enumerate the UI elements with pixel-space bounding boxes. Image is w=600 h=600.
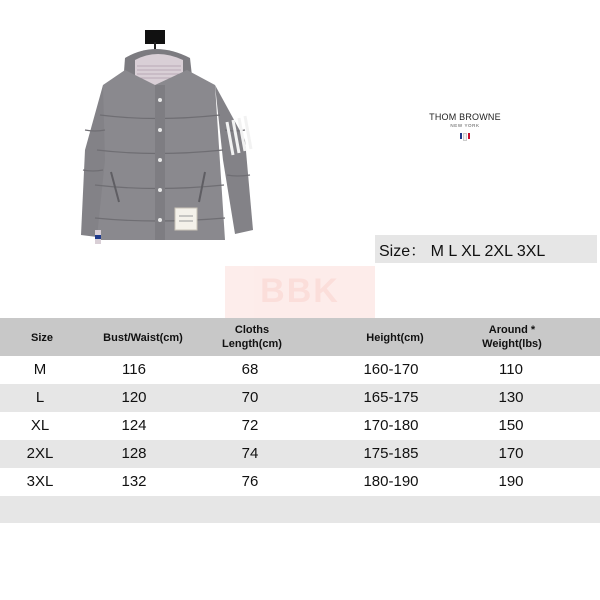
product-image [75,30,260,255]
cell-bust: 132 [121,473,147,490]
table-row [0,468,600,496]
cell-size: M [33,361,47,378]
cell-length: 74 [241,445,259,462]
cell-weight: 110 [499,361,523,378]
size-table-header [0,318,600,356]
cell-height: 160-170 [363,361,419,378]
brand-tagline: NEW YORK [450,123,480,128]
cell-bust: 120 [121,389,147,406]
cell-height: 170-180 [363,417,419,434]
header-bust-waist: Bust/Waist(cm) [103,332,183,344]
cell-size: XL [30,417,50,434]
header-weight-line2: Weight(lbs) [482,338,542,350]
header-weight [472,323,552,351]
header-length-line1: Cloths [234,324,270,336]
table-footer-bar [0,496,600,523]
cell-length: 76 [241,473,259,490]
table-row [0,356,600,384]
cell-weight: 170 [498,445,524,462]
brand-name: THOM BROWNE [429,112,501,122]
cell-height: 180-190 [363,473,419,490]
cell-weight: 190 [498,473,524,490]
cell-length: 72 [241,417,259,434]
header-length [212,323,292,351]
brand-logo [420,112,510,141]
available-sizes-text: Size： M L XL 2XL 3XL [379,243,546,260]
cell-weight: 130 [498,389,524,406]
header-height: Height(cm) [366,332,424,344]
watermark [225,266,375,318]
header-weight-line1: Around * [488,324,536,336]
available-sizes-banner [375,235,597,263]
cell-bust: 116 [122,361,146,378]
tricolor-flag-icon [420,133,510,141]
header-size: Size [30,332,53,344]
table-row [0,384,600,412]
cell-length: 68 [241,361,259,378]
cell-size: L [35,389,45,406]
cell-size: 2XL [26,445,54,462]
cell-bust: 128 [121,445,147,462]
cell-length: 70 [241,389,259,406]
table-row [0,412,600,440]
header-length-line2: Length(cm) [222,338,282,350]
cell-size: 3XL [26,473,54,490]
watermark-text: BBK [260,272,340,310]
cell-height: 175-185 [363,445,419,462]
cell-bust: 124 [121,417,147,434]
table-row [0,440,600,468]
cell-height: 165-175 [363,389,419,406]
cell-weight: 150 [498,417,524,434]
